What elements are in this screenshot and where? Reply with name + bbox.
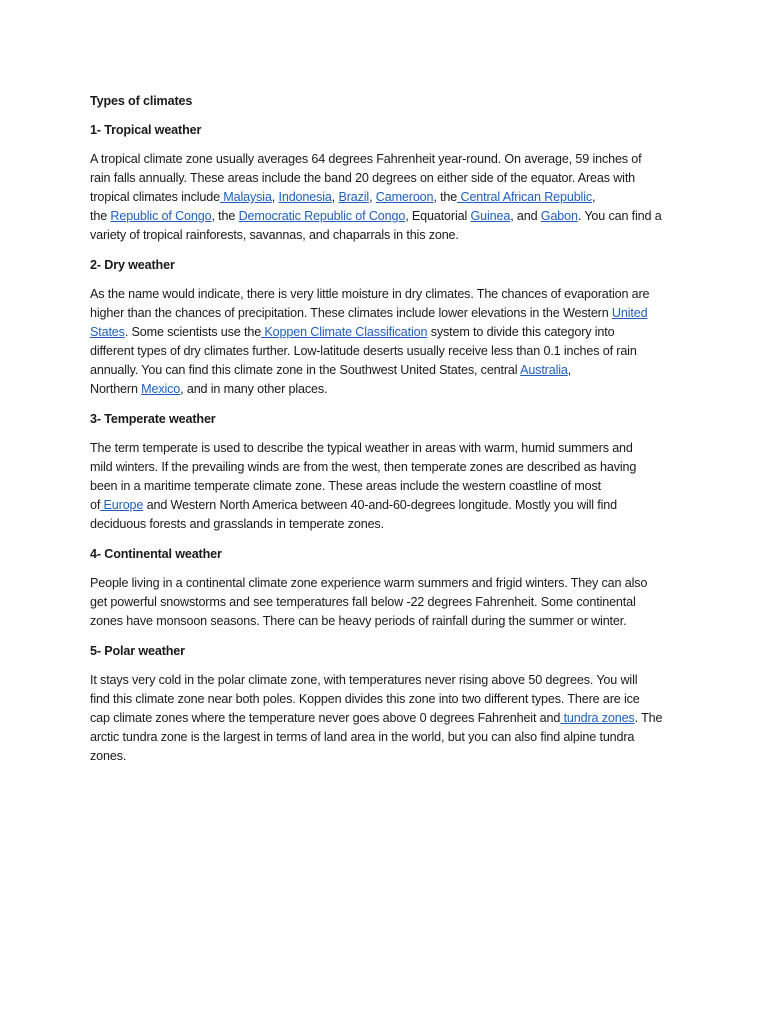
paragraph-line [90, 380, 680, 399]
section-paragraph [90, 150, 680, 245]
text-run: higher than the chances of precipitation. These climates include lower elevations in the Western [90, 306, 612, 320]
text-run: arctic tundra zone is the largest in terms of land area in the world, but you can also find alpine tundra [90, 730, 635, 744]
document-title: Types of climates [90, 94, 193, 108]
text-run: , [592, 190, 596, 204]
text-run: It stays very cold in the polar climate zone, with temperatures never rising above 50 degrees. You will [90, 673, 638, 687]
text-run: cap climate zones where the temperature never goes above 0 degrees Fahrenheit and [90, 711, 561, 725]
text-run: the [90, 209, 111, 223]
text-run: zones. [90, 749, 127, 763]
paragraph-line [90, 671, 680, 690]
paragraph-line [90, 458, 680, 477]
text-run: , [271, 190, 279, 204]
text-run: . Some scientists use the [124, 325, 262, 339]
section-paragraph [90, 574, 680, 631]
text-run: . You can find a [577, 209, 662, 223]
paragraph-line [90, 439, 680, 458]
text-run: , [567, 363, 572, 377]
text-run: and Western North America between 40-and-60-degrees longitude. Mostly you will find [143, 498, 617, 512]
text-run: , and in many other places. [180, 382, 328, 396]
paragraph-line [90, 304, 680, 323]
link-malaysia[interactable]: Malaysia [219, 190, 272, 204]
text-run: zones have monsoon seasons. There can be heavy periods of rainfall during the summer or winter. [90, 614, 627, 628]
text-run: tropical climates include [90, 190, 220, 204]
text-run: Northern [90, 382, 142, 396]
paragraph-line [90, 323, 680, 342]
link-mexico[interactable]: Mexico [141, 382, 181, 396]
text-run: annually. You can find this climate zone in the Southwest United States, central [90, 363, 521, 377]
paragraph-line [90, 207, 680, 226]
text-run: , [331, 190, 339, 204]
text-run: been in a maritime temperate climate zone. These areas include the western coastline of most [90, 479, 601, 493]
link-guinea[interactable]: Guinea [470, 209, 511, 223]
paragraph-line [90, 515, 680, 534]
paragraph-line [90, 477, 680, 496]
link-democratic-republic-of-congo[interactable]: Democratic Republic of Congo [238, 209, 406, 223]
paragraph-line [90, 574, 680, 593]
link-cameroon[interactable]: Cameroon [375, 190, 434, 204]
link-united[interactable]: United [611, 306, 648, 320]
text-run: A tropical climate zone usually averages 64 degrees Fahrenheit year-round. On average, 59 inches of [90, 152, 642, 166]
paragraph-line [90, 593, 680, 612]
section-paragraph [90, 439, 680, 534]
section-heading: 1- Tropical weather [90, 123, 202, 137]
paragraph-line [90, 285, 680, 304]
text-run: get powerful snowstorms and see temperatures fall below -22 degrees Fahrenheit. Some continental [90, 595, 636, 609]
section-heading: 3- Temperate weather [90, 412, 216, 426]
link-australia[interactable]: Australia [520, 363, 568, 377]
text-run: different types of dry climates further. Low-latitude deserts usually receive less than 0.1 inches of rain [90, 344, 637, 358]
paragraph-line [90, 709, 680, 728]
text-run: , and [510, 209, 541, 223]
link-indonesia[interactable]: Indonesia [278, 190, 332, 204]
link-europe[interactable]: Europe [100, 498, 144, 512]
paragraph-line [90, 747, 680, 766]
paragraph-line [90, 169, 680, 188]
text-run: find this climate zone near both poles. Koppen divides this zone into two different types. There are ice [90, 692, 640, 706]
section-paragraph [90, 671, 680, 766]
text-run: As the name would indicate, there is very little moisture in dry climates. The chances of evaporation are [90, 287, 650, 301]
text-run: mild winters. If the prevailing winds are from the west, then temperate zones are described as having [90, 460, 637, 474]
section-heading: 2- Dry weather [90, 258, 175, 272]
link-central-african-republic[interactable]: Central African Republic [457, 190, 593, 204]
text-run: system to divide this category into [427, 325, 615, 339]
text-run: of [90, 498, 101, 512]
text-run: deciduous forests and grasslands in temperate zones. [90, 517, 384, 531]
text-run: , the [433, 190, 458, 204]
link-tundra-zones[interactable]: tundra zones [560, 711, 635, 725]
paragraph-line [90, 728, 680, 747]
paragraph-line [90, 690, 680, 709]
section-heading: 5- Polar weather [90, 644, 185, 658]
link-states[interactable]: States [90, 325, 125, 339]
text-run: variety of tropical rainforests, savannas, and chaparrals in this zone. [90, 228, 459, 242]
section-paragraph [90, 285, 680, 399]
link-koppen-climate-classification[interactable]: Koppen Climate Classification [261, 325, 428, 339]
paragraph-line [90, 496, 680, 515]
text-run: The term temperate is used to describe the typical weather in areas with warm, humid summers and [90, 441, 633, 455]
paragraph-line [90, 188, 680, 207]
paragraph-line [90, 342, 680, 361]
document-body [90, 121, 680, 777]
text-run: , the [211, 209, 239, 223]
text-run: . The [634, 711, 663, 725]
paragraph-line [90, 150, 680, 169]
link-brazil[interactable]: Brazil [338, 190, 370, 204]
link-gabon[interactable]: Gabon [540, 209, 578, 223]
paragraph-line [90, 361, 680, 380]
text-run: People living in a continental climate zone experience warm summers and frigid winters. They can also [90, 576, 648, 590]
link-republic-of-congo[interactable]: Republic of Congo [110, 209, 212, 223]
text-run: rain falls annually. These areas include the band 20 degrees on either side of the equator. Areas with [90, 171, 636, 185]
paragraph-line [90, 226, 680, 245]
section-heading: 4- Continental weather [90, 547, 222, 561]
text-run: , Equatorial [405, 209, 471, 223]
paragraph-line [90, 612, 680, 631]
document-page [90, 92, 680, 777]
text-run: , [369, 190, 376, 204]
